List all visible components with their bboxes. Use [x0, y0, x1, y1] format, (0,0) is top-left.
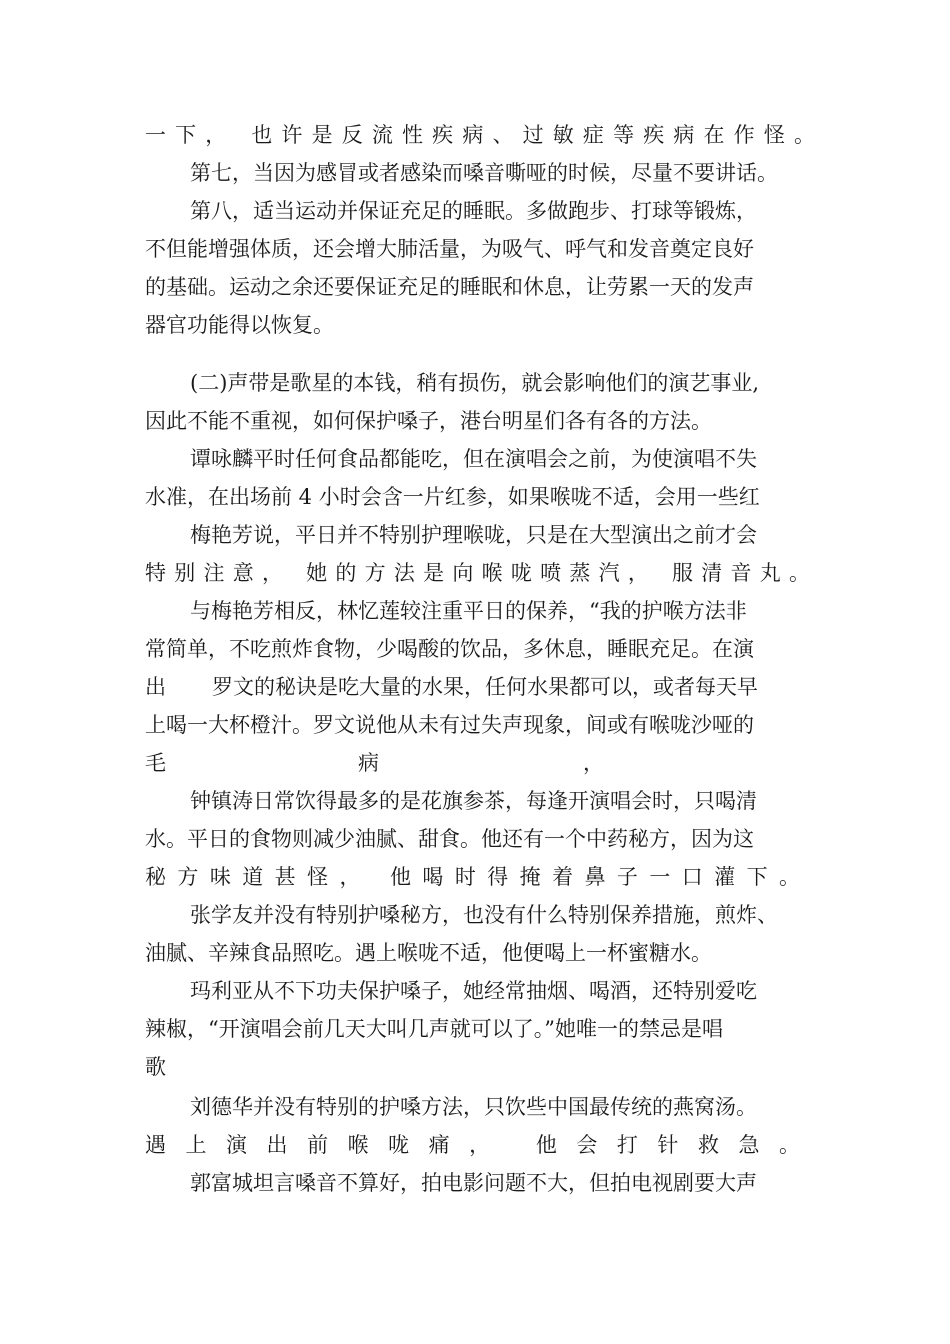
text-line: 歌: [145, 1055, 166, 1079]
text-line: 玛利亚从不下功夫保护嗓子，她经常抽烟、喝酒，还特别爱吃: [190, 979, 757, 1003]
text-line: 特别注意， 她的方法是向喉咙喷蒸汽， 服清音丸。: [145, 561, 810, 585]
text-line: 辣椒，“开演唱会前几天大叫几声就可以了。”她唯一的禁忌是唱: [145, 1017, 723, 1041]
text-line: 水。平日的食物则减少油腻、甜食。他还有一个中药秘方，因为这: [145, 827, 754, 851]
text-line: 遇上演出前喉咙痛， 他会打针救急。: [145, 1133, 800, 1157]
text-line: 罗文的秘诀是吃大量的水果，任何水果都可以，或者每天早: [212, 675, 758, 699]
text-line: 上喝一大杯橙汁。罗文说他从未有过失声现象，间或有喉咙沙哑的: [145, 713, 754, 737]
text-line: 与梅艳芳相反，林忆莲较注重平日的保养，“我的护喉方法非: [190, 599, 747, 623]
text-line: 刘德华并没有特别的护嗓方法，只饮些中国最传统的燕窝汤。: [190, 1095, 757, 1119]
text-line: 毛: [145, 751, 166, 775]
text-line: 出: [145, 675, 166, 699]
text-line: 的基础。运动之余还要保证充足的睡眠和休息，让劳累一天的发声: [145, 275, 754, 299]
text-line: 油腻、辛辣食品照吃。遇上喉咙不适，他便喝上一杯蜜糖水。: [145, 941, 712, 965]
text-line: 钟镇涛日常饮得最多的是花旗参茶，每逢开演唱会时，只喝清: [190, 789, 757, 813]
text-line: 病: [358, 751, 379, 775]
text-line: 张学友并没有特别护嗓秘方，也没有什么特别保养措施，煎炸、: [190, 903, 778, 927]
text-line: 秘方味道甚怪， 他喝时得掩着鼻子一口灌下。: [145, 865, 800, 889]
text-line: 第八，适当运动并保证充足的睡眠。多做跑步、打球等锻炼，: [190, 199, 757, 223]
text-line: 谭咏麟平时任何食品都能吃，但在演唱会之前，为使演唱不失: [190, 447, 757, 471]
text-line: 郭富城坦言嗓音不算好，拍电影问题不大，但拍电视剧要大声: [190, 1171, 757, 1195]
text-line: 不但能增强体质，还会增大肺活量，为吸气、呼气和发音奠定良好: [145, 237, 754, 261]
text-line: 水准，在出场前 4 小时会含一片红参，如果喉咙不适，会用一些红: [145, 485, 760, 509]
text-line: ，: [583, 751, 604, 775]
text-line: 常简单，不吃煎炸食物，少喝酸的饮品，多休息，睡眠充足。在演: [145, 637, 754, 661]
text-line: 第七，当因为感冒或者感染而嗓音嘶哑的时候，尽量不要讲话。: [190, 161, 778, 185]
text-line: 器官功能得以恢复。: [145, 313, 334, 337]
text-line: 梅艳芳说，平日并不特别护理喉咙，只是在大型演出之前才会: [190, 523, 757, 547]
text-line: (二)声带是歌星的本钱，稍有损伤，就会影响他们的演艺事业,: [190, 371, 760, 395]
text-line: 一下， 也许是反流性疾病、过敏症等疾病在作怪。: [145, 123, 815, 147]
text-line: 因此不能不重视，如何保护嗓子，港台明星们各有各的方法。: [145, 409, 712, 433]
